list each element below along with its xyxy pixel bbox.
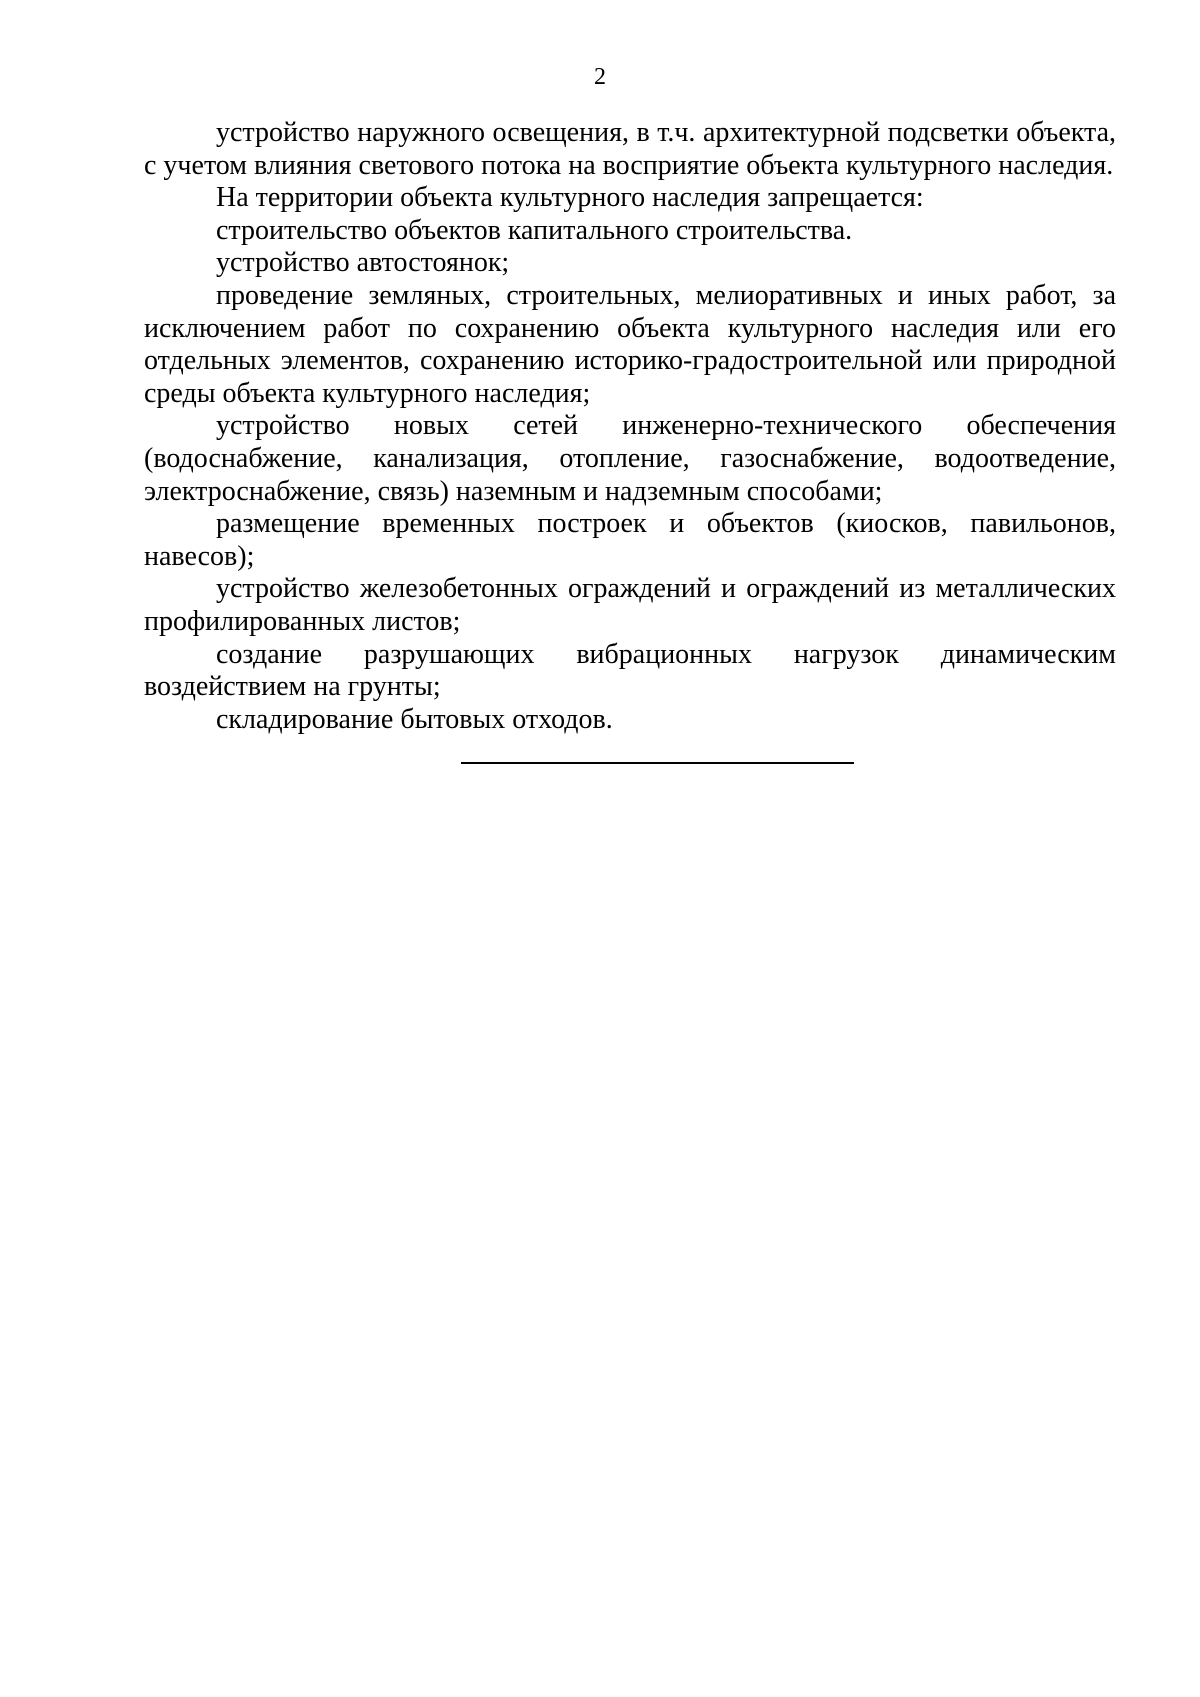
paragraph-utility-networks: устройство новых сетей инженерно-технического обеспечения (водоснабжение, канализация, отопление, газоснабжение, водоотведение, электроснабжение, связь) наземным и надземным способами; [144, 410, 1116, 507]
page-number: 2 [594, 64, 606, 90]
paragraph-prohibitions-heading: На территории объекта культурного наследия запрещается: [216, 182, 924, 214]
paragraph-outdoor-lighting: устройство наружного освещения, в т.ч. архитектурной подсветки объекта, с учетом влияния светового потока на восприятие объекта культурного наследия. [144, 117, 1116, 181]
paragraph-waste-storage: складирование бытовых отходов. [216, 703, 613, 735]
paragraph-capital-construction: строительство объектов капитального строительства. [216, 214, 853, 246]
paragraph-vibration-loads: создание разрушающих вибрационных нагрузок динамическим воздействием на грунты; [144, 638, 1116, 703]
end-of-text-rule [461, 762, 854, 764]
paragraph-earthworks: проведение земляных, строительных, мелиоративных и иных работ, за исключением работ по сохранению объекта культурного наследия или его отдельных элементов, сохранению историко-градостроительной или природной среды объекта культурного наследия; [144, 279, 1116, 409]
paragraph-parking-lots: устройство автостоянок; [216, 247, 510, 279]
paragraph-temporary-structures: размещение временных построек и объектов (киосков, павильонов, навесов); [144, 508, 1116, 572]
document-body [144, 117, 1116, 736]
paragraph-fences: устройство железобетонных ограждений и ограждений из металлических профилированных листов; [144, 573, 1116, 637]
